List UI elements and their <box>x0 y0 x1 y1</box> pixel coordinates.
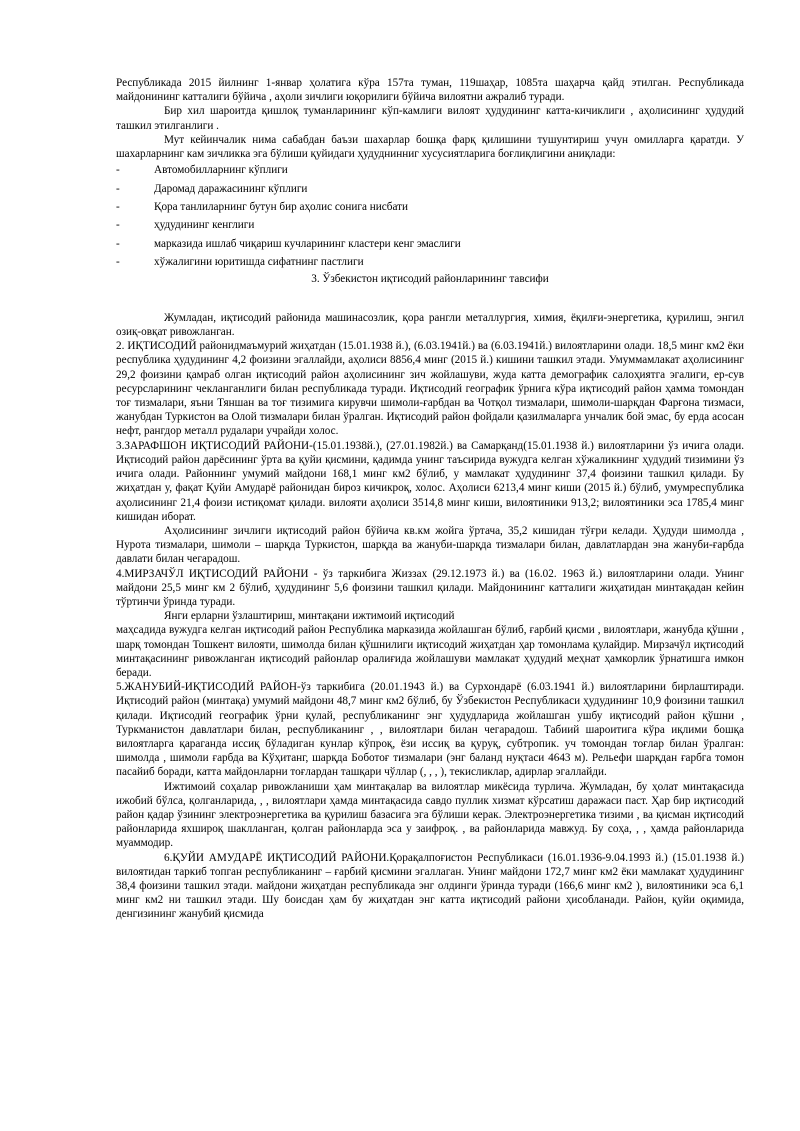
list-item-text: Қора танлиларнинг бутун бир аҳолис сонига нисбати <box>154 201 409 214</box>
spacer <box>116 286 744 311</box>
section-heading: 3. Ўзбекистон иқтисодий районларининг тавсифи <box>311 272 549 285</box>
list-item <box>116 216 744 234</box>
dash-bullet: - <box>116 237 120 250</box>
paragraph-13: 6.ҚУЙИ АМУДАРЁ ИҚТИСОДИЙ РАЙОНИ.Қорақалпоғистон Республикаси (16.01.1936-9.04.1993 й.) (15.01.1938 й.) вилоятидан таркиб топган республиканинг – ғарбий қисмини эгаллаган. Унинг майдони 172,7 минг км2 ёки мамлакат ҳудудининг 38,4 фоизини ташкил этади. майдони жиҳатдан республикада энг олдинги ўринда туради (166,6 минг км2 ), вилоятиники эса 6,1 минг км2 ни ташкил этади. Шу боисдан ҳам бу жиҳатдан энг катта иқтисодий райони ҳисобланади. Район, қуйи оқимида, денгизининг жанубий қисмида <box>116 851 744 921</box>
list-item-text: марказида ишлаб чиқариш кучларининг кластери кенг эмаслиги <box>154 237 461 250</box>
paragraph-9: Янги ерларни ўзлаштириш, минтақани ижтимоий иқтисодий <box>164 610 455 623</box>
list-item <box>116 161 744 179</box>
paragraph-intro: Республикада 2015 йилнинг 1-январ ҳолатига кўра 157та туман, 119шаҳар, 1085та шаҳарча қайд этилган. Республикада майдонининг катталиги бўйича , аҳоли зичлиги юқорилиги бўйича вилоятни ажралиб туради. <box>116 77 744 104</box>
paragraph-6: 3.ЗАРАФШОН ИҚТИСОДИЙ РАЙОНИ-(15.01.1938й.), (27.01.1982й.) ва Самарқанд(15.01.1938 й.) вилоятларини ўз ичига олади. Иқтисодий район дарёсининг ўрта ва қуйи қисмини, қадимда унинг таъсирида вужудга келган хўжаликнинг ҳудудий тизимини ўз ичига олади. Районнинг умумий майдони 168,1 минг км2 бўлиб, у мамлакат ҳудудининг 37,4 фоизини ташкил қилади. Бу жиҳатдан у, фақат Қуйи Амударё районидан бироз кичикроқ, холос. Аҳолиси 6213,4 минг киши (2015 й.) бўлиб, умумреспублика аҳолисининг 21,4 фоизи истиқомат қилади. вилояти аҳолиси 3514,8 минг киши, вилоятиники 913,2; вилоятиники эса 1785,4 минг кишидан иборат. <box>116 439 744 523</box>
paragraph-3: Мут кейинчалик нима сабабдан баъзи шахарлар бошқа фарқ қилишини тушунтириш учун омилларга қаратди. У шахарларнинг кам зичликка эга бўлиши қуйидаги ҳудуднинниг хусусиятларига боғлиқлигини аниқлади: <box>116 133 744 161</box>
paragraph-7: Аҳолисининг зичлиги иқтисодий район бўйича кв.км жойга ўртача, 35,2 кишидан тўғри келади. Ҳудуди шимолда , Нурота тизмалари, шимоли – шарқда Туркистон, шарқда ва жануби-шарқда тизмалари билан, давлатлардан эна жануби-ғарбда давлати билан чегарадош. <box>116 524 744 566</box>
paragraph-8: 4.МИРЗАЧЎЛ ИҚТИСОДИЙ РАЙОНИ - ўз таркибига Жиззах (29.12.1973 й.) ва (16.02. 1963 й.) вилоятларини олади. Унинг майдони 25,5 минг км 2 бўлиб, ҳудудининг 5,6 фоизини ташкил қилади. Майдонининг катталиги жиҳатидан минтақадан кейин тўртинчи ўринда туради. <box>116 567 744 608</box>
list-item-text: Автомобилларнинг кўплиги <box>154 164 288 177</box>
list-item-text: ҳудудининг кенглиги <box>154 219 255 232</box>
factor-list <box>116 161 744 271</box>
paragraph-2: Бир хил шароитда қишлоқ туманларининг кўп-камлиги вилоят ҳудудининг катта-кичиклиги , аҳолисининг ҳудудий ташкил этилганлиги . <box>116 105 744 132</box>
dash-bullet: - <box>116 219 120 232</box>
paragraph-5: 2. ИҚТИСОДИЙ районидмаъмурий жиҳатдан (15.01.1938 й.), (6.03.1941й.) ва (6.03.1941й.) вилоятларини олади. 18,5 минг км2 ёки республика ҳудудининг 4,2 фоизини эгаллайди, аҳолиси 8856,4 минг (2015 й.) кишини ташкил этади. Умуммамлакат аҳолисининг 29,2 фоизини қамраб олган иқтисодий район аҳолисининг зич жойлашуви, жуда катта демографик салоҳиятга эгалиги, ер-сув ресурсларининг чекланганлиги билан республикада туради. Иқтисодий географик ўрнига кўра иқтисодий район ҳамма томондан тоғ тизмалари, яъни Тяншан ва тоғ тизимига кирувчи шимоли-ғарбдан ва Чотқол тизмалари, шимоли-шарқдан Фарғона тизмаси, жанубдан Туркистон ва Олой тизмалари билан ўралган. Иқтисодий район фойдали қазилмаларга унчалик бой эмас, бу ерда асосан нефт, рангдор металл рудалари учрайди холос. <box>116 340 744 438</box>
list-item <box>116 180 744 198</box>
list-item <box>116 198 744 216</box>
paragraph-4: Жумладан, иқтисодий районида машинасозлик, қора рангли металлургия, химия, ёқилғи-энергетика, қурилиш, энгил озиқ-овқат ривожланган. <box>116 311 744 339</box>
dash-bullet: - <box>116 201 120 214</box>
dash-bullet: - <box>116 182 120 195</box>
list-item-text: Даромад даражасининг кўплиги <box>154 182 308 195</box>
paragraph-11: 5.ЖАНУБИЙ-ИҚТИСОДИЙ РАЙОН-ўз таркибига (20.01.1943 й.) ва Сурхондарё (6.03.1941 й.) вилоятларини бирлаштиради. Иқтисодий район (минтақа) умумий майдони 48,7 минг км2 бўлиб, бу Ўзбекистон Республикаси ҳудудининг 10,9 фоизини ташкил қилади. Иқтисодий географик ўрни қулай, республиканинг энг ҳудудларида жойлашган ушбу иқтисодий район қўшни , Туркманистон давлатлари билан, республиканинг , , вилоятлари билан чегарадош. Табиий шароитига кўра иқлими бошқа вилоятларга қараганда иссиқ бўладиган кунлар кўпроқ, ёзи иссиқ ва қуруқ, субтропик. уч томондан тоғлар билан ўралган: шимолда , шимоли ғарбда ва Кўҳитанг, шарқда Боботоғ тизмалари (энг баланд нуқтаси 4643 м). Рельефи шарқдан ғарбга томон пасайиб боради, катта майдонларни тоғлардан ташқари чўллар (, , , ), текисликлар, адирлар эгаллайди. <box>116 681 744 779</box>
dash-bullet: - <box>116 164 120 177</box>
list-item <box>116 235 744 253</box>
dash-bullet: - <box>116 256 120 269</box>
paragraph-10: маҳсадида вужудга келган иқтисодий район Республика марказида жойлашган бўлиб, ғарбий қисми , вилоятлари, жанубда қўшни , шарқ томондан Тошкент вилояти, шимолда билан қўшнилиги иқтисодий жиҳатдан ҳар томонлама қулайдир. Мирзачўл иқтисодий минтақасининг ривожланган иқтисодий районлар оралиғида жойлашуви мамлакат ҳудудий меҳнат ҳамкорлик ўрнатишга имкон беради. <box>116 624 744 679</box>
list-item-text: хўжалигини юритишда сифатнинг пастлиги <box>154 256 364 269</box>
paragraph-12: Ижтимоий соҳалар ривожланиши ҳам минтақалар ва вилоятлар микёсида турлича. Жумладан, бу ҳолат минтақасида ижобий бўлса, қолганларида, , , вилоятлари ҳамда минтақасида савдо пуллик хизмат кўрсатиш даражаси паст. Ҳар бир иқтисодий район қадар ўзининг электроэнергетика ва қурилиш базасига эга бўлиши керак. Электроэнергетика тизими , ва қисман иқтисодий районларида яхшироқ шаклланган, қолган районларда эса у заифроқ. , ва районларида мавжуд. Бу соҳа, , , ҳамда районларида муаммодир. <box>116 780 744 850</box>
list-item <box>116 253 744 271</box>
